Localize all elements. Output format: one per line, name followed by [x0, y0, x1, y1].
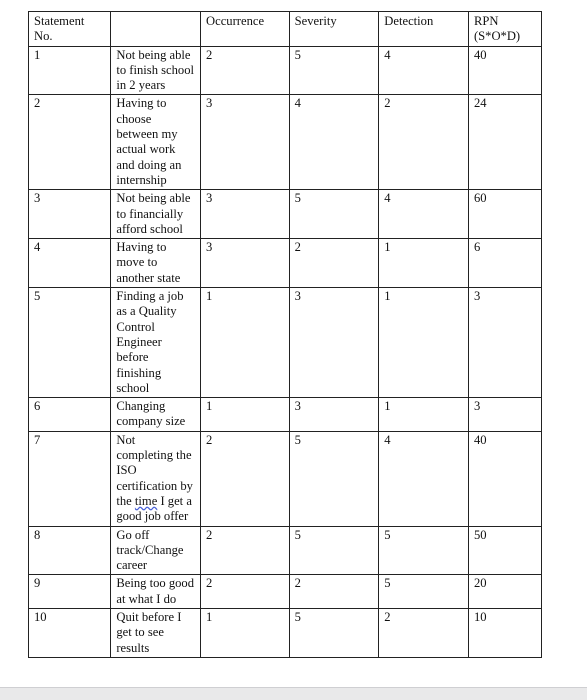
- cell-occurrence: 2: [201, 526, 290, 575]
- table-row: [29, 190, 542, 239]
- cell-severity: 2: [289, 575, 379, 609]
- cell-detection: 5: [379, 526, 469, 575]
- cell-severity: 5: [289, 431, 379, 526]
- cell-statement-no: 3: [29, 190, 111, 239]
- cell-statement: Go off track/Change career: [111, 526, 201, 575]
- statement-text-before: Not completing the ISO certification by the: [116, 432, 193, 508]
- cell-severity: 5: [289, 608, 379, 657]
- cell-detection: 4: [379, 190, 469, 239]
- cell-severity: 3: [289, 398, 379, 432]
- cell-detection: 4: [379, 431, 469, 526]
- cell-occurrence: 3: [201, 239, 290, 288]
- cell-statement: [111, 431, 201, 526]
- table-row: [29, 608, 542, 657]
- spellcheck-marked-word: time: [134, 493, 158, 508]
- cell-rpn: 3: [468, 288, 541, 398]
- cell-occurrence: 2: [201, 46, 290, 95]
- cell-statement: Having to choose between my actual work and doing an internship: [111, 95, 201, 190]
- cell-statement: Changing company size: [111, 398, 201, 432]
- cell-severity: 3: [289, 288, 379, 398]
- cell-statement-no: 2: [29, 95, 111, 190]
- rpn-table: [28, 11, 542, 658]
- cell-statement: Not being able to financially afford school: [111, 190, 201, 239]
- cell-rpn: 6: [468, 239, 541, 288]
- header-statement-no: Statement No.: [29, 12, 111, 47]
- cell-detection: 1: [379, 398, 469, 432]
- window-bottom-edge: [0, 687, 587, 700]
- cell-detection: 4: [379, 46, 469, 95]
- cell-statement: Being too good at what I do: [111, 575, 201, 609]
- cell-rpn: 10: [468, 608, 541, 657]
- cell-rpn: 24: [468, 95, 541, 190]
- cell-occurrence: 3: [201, 95, 290, 190]
- statement-text-after: I get a good job offer: [116, 493, 192, 524]
- document-page: [28, 11, 542, 658]
- table-row: [29, 95, 542, 190]
- cell-rpn: 60: [468, 190, 541, 239]
- cell-statement: Not being able to finish school in 2 years: [111, 46, 201, 95]
- cell-occurrence: 1: [201, 398, 290, 432]
- cell-detection: 1: [379, 288, 469, 398]
- cell-rpn: 50: [468, 526, 541, 575]
- cell-statement-no: 9: [29, 575, 111, 609]
- cell-severity: 5: [289, 526, 379, 575]
- cell-severity: 4: [289, 95, 379, 190]
- table-row: [29, 431, 542, 526]
- header-occurrence: Occurrence: [201, 12, 290, 47]
- cell-occurrence: 1: [201, 608, 290, 657]
- cell-occurrence: 2: [201, 575, 290, 609]
- cell-rpn: 3: [468, 398, 541, 432]
- cell-severity: 2: [289, 239, 379, 288]
- cell-severity: 5: [289, 190, 379, 239]
- cell-statement-no: 8: [29, 526, 111, 575]
- table-row: [29, 46, 542, 95]
- cell-rpn: 40: [468, 46, 541, 95]
- cell-rpn: 20: [468, 575, 541, 609]
- cell-statement-no: 7: [29, 431, 111, 526]
- cell-rpn: 40: [468, 431, 541, 526]
- cell-severity: 5: [289, 46, 379, 95]
- header-description: [111, 12, 201, 47]
- cell-statement-no: 1: [29, 46, 111, 95]
- header-row: [29, 12, 542, 47]
- cell-occurrence: 3: [201, 190, 290, 239]
- cell-occurrence: 1: [201, 288, 290, 398]
- header-detection: Detection: [379, 12, 469, 47]
- header-severity: Severity: [289, 12, 379, 47]
- cell-statement-no: 5: [29, 288, 111, 398]
- cell-statement: Quit before I get to see results: [111, 608, 201, 657]
- cell-detection: 1: [379, 239, 469, 288]
- table-row: [29, 288, 542, 398]
- cell-statement-no: 10: [29, 608, 111, 657]
- cell-detection: 2: [379, 95, 469, 190]
- header-rpn: RPN (S*O*D): [468, 12, 541, 47]
- table-row: [29, 398, 542, 432]
- cell-detection: 5: [379, 575, 469, 609]
- cell-statement-no: 6: [29, 398, 111, 432]
- cell-statement: Finding a job as a Quality Control Engineer before finishing school: [111, 288, 201, 398]
- cell-statement: Having to move to another state: [111, 239, 201, 288]
- table-row: [29, 239, 542, 288]
- table-row: [29, 575, 542, 609]
- table-row: [29, 526, 542, 575]
- cell-statement-no: 4: [29, 239, 111, 288]
- cell-occurrence: 2: [201, 431, 290, 526]
- cell-detection: 2: [379, 608, 469, 657]
